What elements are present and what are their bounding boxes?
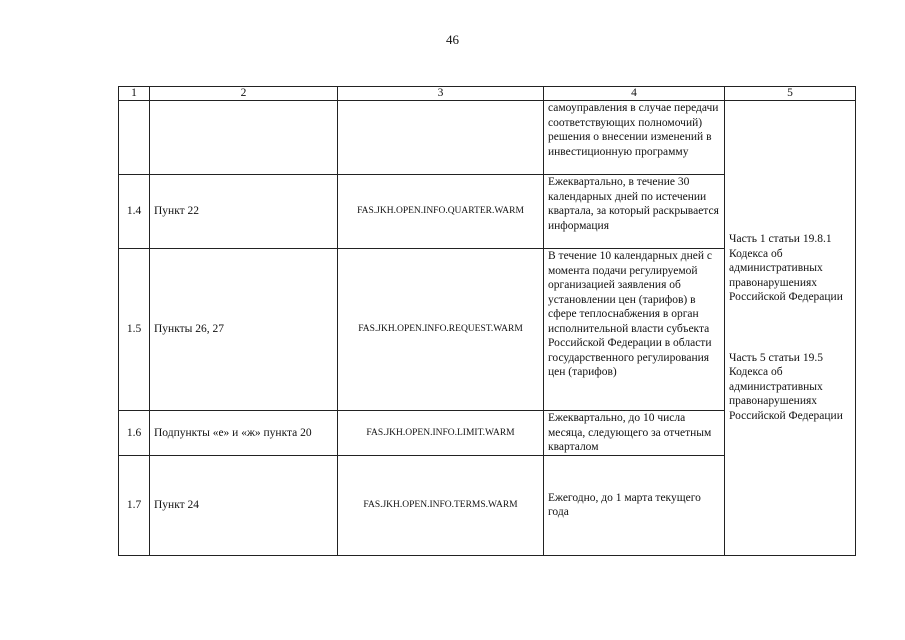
row-code: FAS.JKH.OPEN.INFO.QUARTER.WARM: [338, 175, 544, 249]
row-item: Подпункты «е» и «ж» пункта 20: [150, 411, 338, 456]
header-row: [119, 87, 856, 101]
penalty-cell: [725, 101, 856, 556]
row-deadline: В течение 10 календарных дней с момента подачи регулируемой организацией заявления об установлении цен (тарифов) в сфере теплоснабжения в орган исполнительной власти субъекта Российской Федерации в области государственного регулирования цен (тарифов): [544, 249, 725, 411]
row-deadline: Ежеквартально, в течение 30 календарных дней по истечении квартала, за который раскрывается информация: [544, 175, 725, 249]
column-header-2: 2: [150, 87, 338, 101]
page-number: 46: [446, 32, 459, 47]
row-code: [338, 101, 544, 175]
regulation-table: [118, 86, 856, 556]
row-code: FAS.JKH.OPEN.INFO.TERMS.WARM: [338, 455, 544, 555]
column-header-4: 4: [544, 87, 725, 101]
row-deadline: самоуправления в случае передачи соответствующих полномочий) решения о внесении изменений в инвестиционную программу: [544, 101, 725, 175]
column-header-1: 1: [119, 87, 150, 101]
table-row: [119, 101, 856, 175]
row-item: Пункт 22: [150, 175, 338, 249]
penalty-text-1: Часть 1 статьи 19.8.1 Кодекса об административных правонарушениях Российской Федерации: [729, 233, 843, 304]
row-number: 1.7: [119, 455, 150, 555]
row-number: [119, 101, 150, 175]
column-header-3: 3: [338, 87, 544, 101]
column-header-5: 5: [725, 87, 856, 101]
row-number: 1.6: [119, 411, 150, 456]
row-deadline: Ежеквартально, до 10 числа месяца, следующего за отчетным кварталом: [544, 411, 725, 456]
row-item: Пункт 24: [150, 455, 338, 555]
row-code: FAS.JKH.OPEN.INFO.REQUEST.WARM: [338, 249, 544, 411]
row-number: 1.5: [119, 249, 150, 411]
row-number: 1.4: [119, 175, 150, 249]
row-code: FAS.JKH.OPEN.INFO.LIMIT.WARM: [338, 411, 544, 456]
row-item: Пункты 26, 27: [150, 249, 338, 411]
row-item: [150, 101, 338, 175]
row-deadline: Ежегодно, до 1 марта текущего года: [544, 455, 725, 555]
penalty-text-2: Часть 5 статьи 19.5 Кодекса об административных правонарушениях Российской Федерации: [729, 351, 843, 422]
